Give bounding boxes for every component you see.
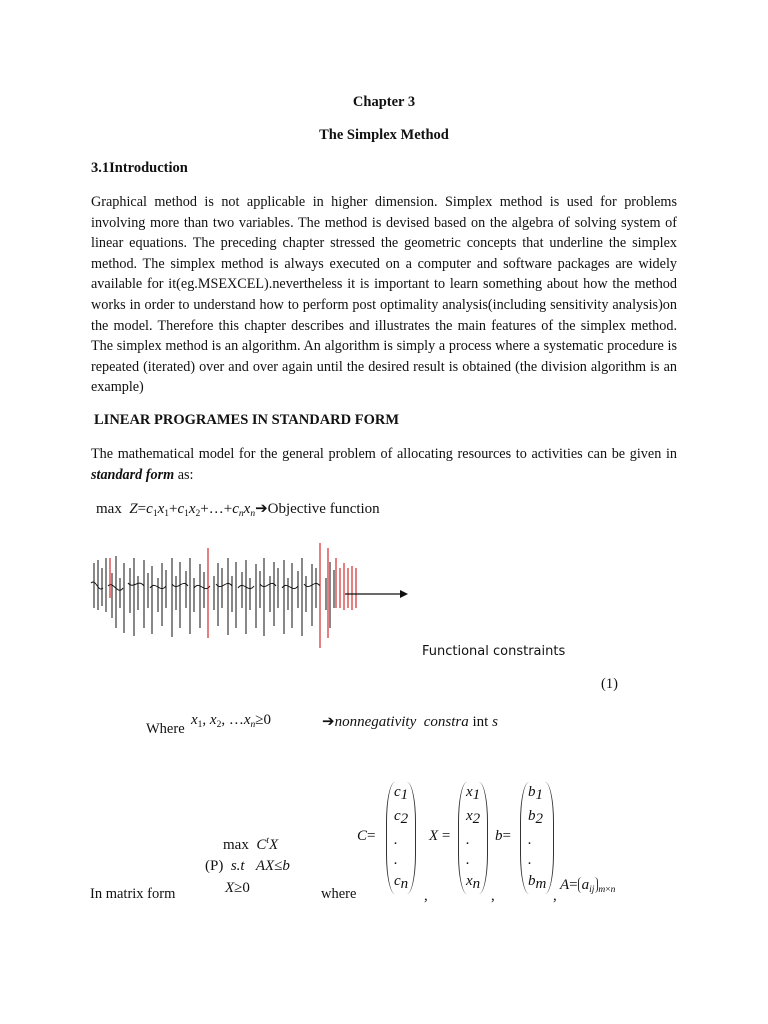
standard-form-emphasis: standard form [91, 466, 175, 483]
matrix-problem-max: $\max C^tX$ [223, 836, 279, 853]
nonnegativity-word: nonnegativity [334, 714, 417, 730]
nonnegativity-equation: $x_1$, $x_2$, $\dots x_n\ge 0$ [191, 712, 271, 730]
c-vector: c1 c2 . . cn [386, 782, 416, 894]
model-intro [91, 444, 677, 485]
x-vector-label: X = [429, 828, 451, 844]
equation-number: (1) [601, 676, 618, 692]
x-vector: x1 x2 . . xn [458, 782, 488, 894]
constraints-garbled-graphic [88, 538, 418, 656]
separator-comma: , [424, 888, 428, 904]
functional-constraints-label: Functional constraints [422, 644, 566, 659]
where-label: Where [146, 721, 185, 737]
problem-label: (P) [205, 858, 224, 874]
nonnegativity-text [322, 712, 498, 731]
constraints-word-int: int [472, 714, 489, 730]
constraints-word-part: constra [423, 714, 469, 730]
section-heading: 3.1Introduction [91, 160, 188, 176]
separator-comma: , [491, 888, 495, 904]
a-matrix-definition: $A= a_{ij}$ $_{m\times n}$ [560, 877, 616, 895]
arrow-icon: ➔ [255, 501, 268, 517]
method-title: The Simplex Method [319, 127, 449, 143]
arrow-icon: ➔ [322, 714, 335, 730]
max-word: max [223, 837, 249, 853]
model-intro-text: The mathematical model for the general problem of allocating resources to activities can be given in [91, 446, 677, 462]
b-vector-label: b= [495, 828, 511, 844]
chapter-title: Chapter 3 [352, 94, 416, 110]
standard-form-heading: LINEAR PROGRAMES IN STANDARD FORM [94, 412, 400, 428]
c-vector-label: C= [357, 828, 376, 844]
matrix-form-label: In matrix form [90, 886, 176, 902]
matrix-problem-constraint: (P) s.t AX≤b [205, 858, 290, 874]
constraints-word-s: s [492, 714, 498, 730]
objective-label: Objective function [267, 501, 380, 517]
b-vector: b1 b2 . . bm [520, 782, 554, 894]
st-label: s.t [230, 858, 245, 874]
intro-paragraph: Graphical method is not applicable in higher dimension. Simplex method is used for problems involving more than two variables. The method is devised based on the algebra of solving system of linear equations. The preceding chapter stressed the geometric concepts that underline the simplex method. The simplex method is always executed on a computer and software packages are widely available for it(eg.MSEXCEL).nevertheless it is important to learn something about how the method works in order to understand how to perform post optimality analysis(including sensitivity analysis)on the model. Therefore this chapter describes and illustrates the main features of the simplex method. The simplex method is an algorithm. An algorithm is simply a process where a systematic procedure is repeated (iterated) over and over again until the desired result is obtained (the division algorithm is an example) [91, 194, 677, 396]
objective-max: max [96, 501, 122, 517]
objective-equation: $\max Z=c_1x_1+c_1x_2+\dots+c_nx_n➔Objective$ function [96, 501, 380, 519]
separator-comma: , [553, 888, 557, 904]
matrix-problem-nonneg: X≥0 [225, 880, 250, 896]
model-intro-tail: as: [174, 466, 194, 483]
matrix-where-label: where [321, 886, 357, 902]
